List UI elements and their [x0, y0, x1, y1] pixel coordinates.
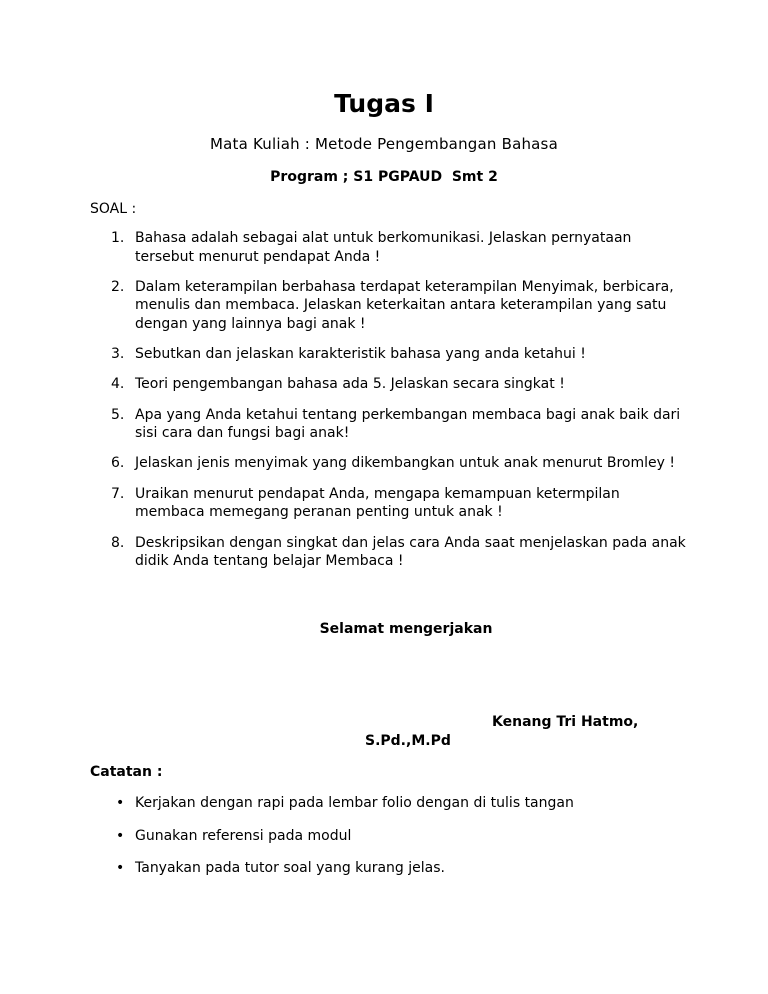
closing-message: Selamat mengerjakan	[319, 621, 493, 637]
soal-heading: SOAL :	[90, 201, 137, 217]
question-text: Jelaskan jenis menyimak yang dikembangkan untuk anak menurut Bromley !	[135, 455, 675, 472]
bullet-icon: •	[116, 795, 125, 811]
note-text: Gunakan referensi pada modul	[135, 827, 352, 844]
signature-name: Kenang Tri Hatmo,	[492, 714, 639, 730]
notes-list	[90, 794, 690, 892]
catatan-heading: Catatan :	[90, 764, 163, 780]
question-number: 3.	[111, 346, 125, 363]
note-item	[90, 827, 690, 846]
question-number: 8.	[111, 534, 125, 551]
question-text: Sebutkan dan jelaskan karakteristik bahasa yang anda ketahui !	[135, 346, 586, 363]
question-text: Bahasa adalah sebagai alat untuk berkomunikasi. Jelaskan pernyataan tersebut menurut pendapat Anda !	[135, 230, 632, 265]
note-text: Tanyakan pada tutor soal yang kurang jelas.	[135, 860, 445, 876]
question-number: 5.	[111, 406, 125, 423]
question-number: 4.	[111, 376, 125, 393]
question-item	[90, 485, 690, 522]
course-subtitle: Mata Kuliah : Metode Pengembangan Bahasa	[210, 135, 558, 153]
signature-degree: S.Pd.,M.Pd	[365, 733, 451, 749]
question-number: 6.	[111, 455, 125, 472]
question-text: Dalam keterampilan berbahasa terdapat keterampilan Menyimak, berbicara, menulis dan membaca. Jelaskan keterkaitan antara keterampilan yang satu dengan yang lainnya bagi anak !	[135, 278, 674, 332]
document-title: Tugas I	[334, 89, 434, 118]
note-item	[90, 859, 690, 878]
question-item	[90, 229, 690, 266]
question-number: 1.	[111, 230, 125, 246]
question-list	[90, 229, 690, 582]
question-text: Uraikan menurut pendapat Anda, mengapa kemampuan ketermpilan membaca memegang peranan penting untuk anak !	[135, 485, 620, 521]
question-text: Apa yang Anda ketahui tentang perkembangan membaca bagi anak baik dari sisi cara dan fungsi bagi anak!	[135, 406, 681, 442]
bullet-icon: •	[116, 827, 125, 844]
question-item	[90, 406, 690, 443]
question-number: 7.	[111, 485, 125, 502]
question-item	[90, 534, 690, 571]
question-text: Teori pengembangan bahasa ada 5. Jelaskan secara singkat !	[135, 376, 565, 393]
question-item	[90, 375, 690, 394]
note-text: Kerjakan dengan rapi pada lembar folio dengan di tulis tangan	[135, 795, 574, 811]
program-line: Program ; S1 PGPAUD Smt 2	[270, 169, 498, 185]
question-item	[90, 454, 690, 473]
question-item	[90, 278, 690, 334]
bullet-icon: •	[116, 860, 125, 876]
question-item	[90, 345, 690, 364]
question-number: 2.	[111, 278, 125, 295]
note-item	[90, 794, 690, 813]
question-text: Deskripsikan dengan singkat dan jelas cara Anda saat menjelaskan pada anak didik Anda tentang belajar Membaca !	[135, 534, 686, 570]
